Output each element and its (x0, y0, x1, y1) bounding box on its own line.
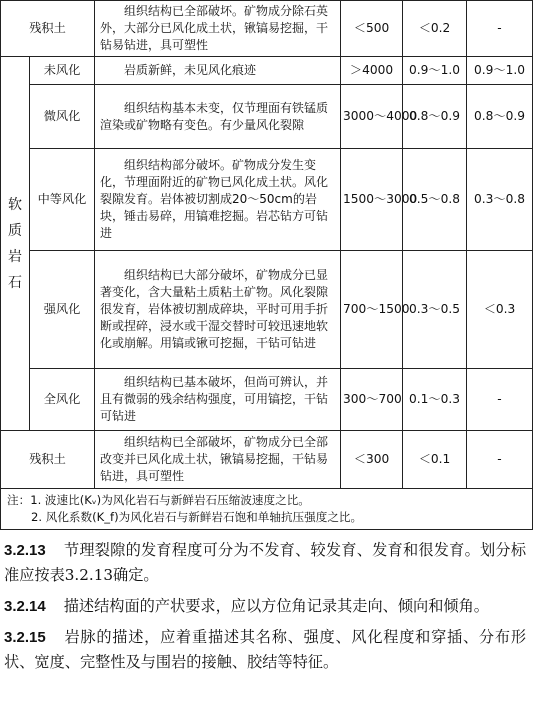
table-row (1, 1, 533, 57)
group-char: 石 (8, 274, 22, 291)
group-char: 质 (8, 222, 22, 239)
description-cell: 组织结构已全部破坏。矿物成分除石英外，大部分已风化成土状，锹镐易挖掘，干钻易钻进，具可塑性 (95, 1, 341, 57)
table-row (1, 431, 533, 489)
coefficient-cell: ＜0.2 (403, 1, 467, 57)
grade-cell: 未风化 (30, 57, 95, 85)
table-row (1, 149, 533, 251)
table-notes-row (1, 489, 533, 530)
coefficient-cell: 0.9～1.0 (467, 57, 533, 85)
table-row (1, 369, 533, 431)
clause-3-2-13 (0, 538, 532, 588)
clause-3-2-15 (0, 625, 532, 675)
soft-rock-group-label (1, 57, 30, 431)
table-note: 2. 风化系数(K_f)为风化岩石与新鲜岩石饱和单轴抗压强度之比。 (31, 510, 363, 524)
wave-ratio-cell: 3000～4000 (341, 85, 403, 149)
grade-cell: 中等风化 (30, 149, 95, 251)
wave-ratio-cell: ＞4000 (341, 57, 403, 85)
coefficient-cell: - (467, 369, 533, 431)
wave-ratio-cell: 700～1500 (341, 251, 403, 369)
wave-ratio-cell: ＜300 (341, 431, 403, 489)
grade-cell: 强风化 (30, 251, 95, 369)
table-notes (1, 489, 533, 530)
coefficient-cell: - (467, 1, 533, 57)
group-char: 岩 (8, 248, 22, 265)
description-cell: 组织结构基本未变，仅节理面有铁锰质渲染或矿物略有变色。有少量风化裂隙 (95, 85, 341, 149)
description-cell: 组织结构部分破坏。矿物成分发生变化，节理面附近的矿物已风化成土状。风化裂隙发育。岩体被切割成20～50cm的岩块，锤击易碎，用镐难挖掘。岩芯钻方可钻进 (95, 149, 341, 251)
grade-cell: 全风化 (30, 369, 95, 431)
wave-ratio-cell: 1500～3000 (341, 149, 403, 251)
description-cell: 组织结构已大部分破坏，矿物成分已显著变化，含大量粘土质粘土矿物。风化裂隙很发育，岩体被切割成碎块，平时可用手折断或捏碎，浸水或干湿交替时可较迅速地软化或崩解。用镐或锹可挖掘，干钻可钻进 (95, 251, 341, 369)
coefficient-cell: ＜0.3 (467, 251, 533, 369)
residual-soil-label: 残积土 (1, 431, 95, 489)
description-cell: 岩质新鲜，未见风化痕迹 (95, 57, 341, 85)
coefficient-cell: 0.5～0.8 (403, 149, 467, 251)
coefficient-cell: ＜0.1 (403, 431, 467, 489)
clause-number: 3.2.14 (4, 598, 46, 615)
clause-text: 节理裂隙的发育程度可分为不发育、较发育、发育和很发育。划分标准应按表3.2.13确定。 (4, 541, 526, 584)
clause-3-2-14 (0, 594, 532, 619)
coefficient-cell: 0.8～0.9 (403, 85, 467, 149)
residual-soil-label: 残积土 (1, 1, 95, 57)
coefficient-cell: 0.1～0.3 (403, 369, 467, 431)
wave-ratio-cell: 300～700 (341, 369, 403, 431)
table-row (1, 85, 533, 149)
table-row (1, 251, 533, 369)
table-note: 注：1. 波速比(Kᵥ)为风化岩石与新鲜岩石压缩波速度之比。 (7, 493, 310, 507)
clause-text: 岩脉的描述，应着重描述其名称、强度、风化程度和穿插、分布形状、宽度、完整性及与围岩的接触、胶结等特征。 (4, 628, 526, 671)
coefficient-cell: 0.9～1.0 (403, 57, 467, 85)
wave-ratio-cell: ＜500 (341, 1, 403, 57)
clause-text: 描述结构面的产状要求，应以方位角记录其走向、倾向和倾角。 (63, 597, 489, 615)
body-text (0, 538, 532, 681)
coefficient-cell: - (467, 431, 533, 489)
description-cell: 组织结构已基本破坏，但尚可辨认，并且有微弱的残余结构强度，可用镐挖，干钻可钻进 (95, 369, 341, 431)
description-cell: 组织结构已全部破坏，矿物成分已全部改变并已风化成土状，锹镐易挖掘，干钻易钻进，具可塑性 (95, 431, 341, 489)
table-row (1, 57, 533, 85)
coefficient-cell: 0.8～0.9 (467, 85, 533, 149)
coefficient-cell: 0.3～0.5 (403, 251, 467, 369)
grade-cell: 微风化 (30, 85, 95, 149)
clause-number: 3.2.15 (4, 629, 46, 646)
group-char: 软 (8, 196, 22, 213)
clause-number: 3.2.13 (4, 542, 46, 559)
coefficient-cell: 0.3～0.8 (467, 149, 533, 251)
